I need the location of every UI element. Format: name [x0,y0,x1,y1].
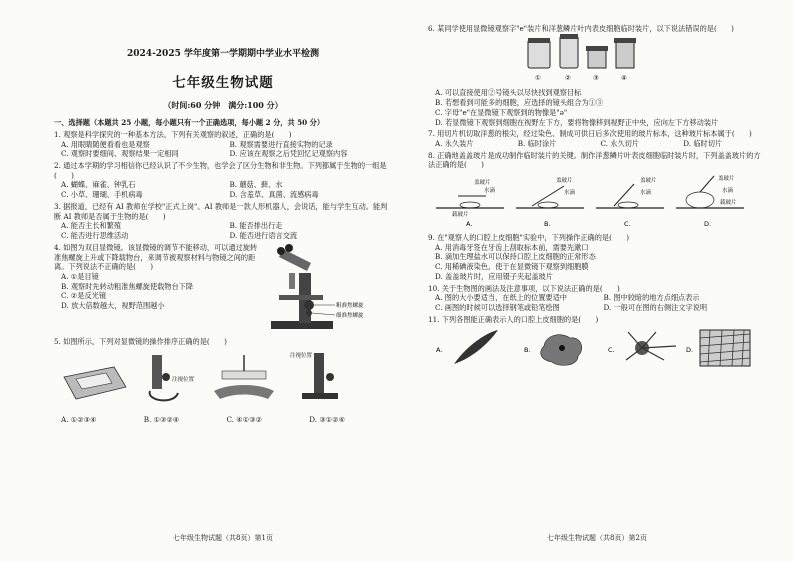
question-stem: 2. 通过本学期的学习相信你已经认识了不少生物，也学会了区分生物和非生物。下列都属于生物的一组是( ) [54,161,387,180]
svg-text:盖玻片: 盖玻片 [556,178,573,185]
spindle-cell-icon [454,330,498,364]
option-c: C. 能否进行思维活动 [61,231,129,241]
option-d: D. 若显微镜下观察到细胞在视野左下方，要将物像移到视野正中央，应向左下方移动装片 [435,117,719,127]
question-7 [428,129,766,148]
coverslip-option-c [596,176,664,228]
option-c: C. ④①③② [226,415,263,425]
option-c: C. 观察时要细间、观察结果一定相同 [61,149,179,159]
question-stem: 6. 某同学使用显微镜观察字"e"装片和洋葱鳞片叶内表皮细胞临时装片，以下说法错误的是( ) [428,24,734,33]
svg-text:水滴: 水滴 [640,190,652,197]
watch-position-label: 注视位置 [172,376,195,383]
option-d: D. 盖盖玻片时，应用镊子夹起盖玻片 [435,271,553,281]
page-1-footer: 七年级生物试题（共8页）第1页 [173,534,273,542]
svg-text:C.: C. [608,346,615,355]
question-9 [428,233,766,282]
question-3 [54,202,392,241]
question-8 [428,151,766,231]
option-a: A. 蝴蝶、麻雀、钟乳石 [61,180,136,190]
option-a: A. 用消毒牙签在牙齿上刮取标本前，需要先漱口 [435,242,589,252]
question-stem: 9. 在"观察人的口腔上皮细胞"实验中，下列操作正确的是( ) [428,232,630,242]
question-4 [54,243,392,335]
option-b: B. 若想看到可能多的细胞，应选择的镜头组合为①③ [435,98,603,108]
svg-text:D.: D. [686,346,694,355]
watch-position-label-2: 注视位置 [290,352,313,359]
svg-text:水滴: 水滴 [564,190,576,197]
option-c: C. 字母"e"在显微镜下观察到的物像是"ə" [435,107,568,117]
svg-text:水滴: 水滴 [722,188,734,195]
option-a: A. ①是目镜 [61,271,99,281]
option-b: B. 观察需要进行直接实物的记录 [229,139,333,149]
question-stem: 5. 如图所示，下列对显微镜的操作排序正确的是( ) [54,336,227,346]
option-c: C. 用稀碘液染色，使于在显微镜下观察到细胞膜 [435,262,589,272]
svg-text:D.: D. [704,220,712,229]
coarse-adjustment-label: 粗准焦螺旋 [336,302,364,309]
option-b: B. 滴加生理盐水可以保持口腔上皮细胞的正常形态 [435,252,596,262]
svg-text:A.: A. [436,346,443,355]
binocular-microscope-figure [259,243,387,335]
time-score: （时间:60 分钟 满分:100 分） [163,100,283,111]
svg-text:C.: C. [624,220,631,229]
option-a: A. 永久装片 [435,139,474,149]
cell-grid-icon [700,330,750,366]
question-stem: 11. 下列各图能正确表示人的口腔上皮细胞的是( ) [428,314,599,324]
svg-text:盖玻片: 盖玻片 [640,178,657,185]
option-b: B. 蘑菇、藓、水 [229,180,283,190]
question-2 [54,161,392,200]
option-d: D. 能否进行语言交流 [229,231,298,241]
option-b: B. 临时涂片 [517,139,557,149]
lens-3 [586,46,608,68]
question-stem: 10. 关于生物图的画法及注意事项，以下说法正确的是( ) [428,283,620,293]
question-stem: 8. 正确地盖盖玻片是成功制作临时装片的关键。制作洋葱鳞片叶表皮细胞临时装片时，下列盖盖玻片的方法正确的是( ) [428,150,761,170]
option-a: A. 能否主长和繁殖 [61,221,122,231]
svg-text:载玻片: 载玻片 [452,212,469,219]
option-d: D. ③①②④ [309,415,346,425]
operation-4 [290,351,338,399]
option-a: A. 可以直接使用②号镜头以尽快找到观察目标 [435,88,582,98]
option-a: A. 用眼睛随便看看也是观察 [61,139,150,149]
svg-text:B.: B. [524,346,531,355]
svg-text:盖玻片: 盖玻片 [474,180,491,187]
svg-text:B.: B. [544,220,551,229]
page-1 [54,36,392,425]
operation-3 [214,355,274,399]
section-title: 一、选择题（本题共 25 小题，每小题只有一个正确选项，每小题 2 分，共 50 分） [54,118,325,128]
option-d: D. 应该在观察之后凭回忆记观察内容 [229,149,348,159]
subject-title: 七年级生物试题 [172,75,274,92]
option-b: B. 观察时先转动粗准焦螺旋使载物台下降 [61,281,194,291]
exam-title: 2024-2025 学年度第一学期期中学业水平检测 [127,49,319,59]
question-stem: 3. 据报道，已经有 AI 教师在学校"正式上岗"。AI 教师是一款人形机器人，会说话，能与学生互动。能判断 AI 教师是否属于生物的是( ) [54,201,388,221]
option-a: A. ①②③④ [61,415,97,425]
svg-text:A.: A. [466,220,473,229]
svg-text:④: ④ [621,73,627,82]
question-stem: 4. 如图为双目显微镜。该显微镜的调节不能移动，可以通过旋转准焦螺旋上升或下降载物台，来调节被观察材料与物镜之间的距离。下列说法不正确的是( ) [54,242,258,272]
page-2-footer: 七年级生物试题（共8页）第2页 [547,534,647,542]
operation-1 [64,367,126,399]
coverslip-option-d [676,174,744,228]
page-2 [428,22,766,375]
lens-1 [528,38,550,68]
coverslip-figure [428,170,758,228]
neuron-cell-icon [626,332,676,360]
option-b: B. ①③②④ [143,415,180,425]
lens-2 [560,34,578,68]
svg-text:盖玻片: 盖玻片 [718,176,735,183]
coverslip-option-b [516,176,584,228]
svg-text:水滴: 水滴 [484,188,496,195]
fine-adjustment-label: 细准焦螺旋 [336,312,364,319]
question-10 [428,284,766,313]
operation-2 [150,355,195,400]
question-stem: 1. 观察是科学探究的一种基本方法。下列有关观察的叙述，正确的是( ) [54,129,292,139]
question-6 [428,24,766,127]
option-d: D. 临时切片 [683,139,723,149]
option-d: D. 放大倍数越大，视野范围越小 [61,301,165,311]
lens-figure [428,34,668,86]
option-c: C. 永久切片 [600,139,640,149]
option-d: D. 一般可在图的右侧注文字说明 [603,302,708,312]
option-c: C. 小草、珊瑚、手机病毒 [61,190,143,200]
coverslip-option-a [436,178,504,228]
question-11 [428,315,766,375]
svg-text:②: ② [565,73,571,82]
option-b: B. 图中较暗的地方点细点表示 [603,293,700,303]
cell-options-figure [428,324,758,372]
option-a: A. 图的大小要适当，在纸上的位置要适中 [435,293,567,303]
lens-4 [614,38,636,68]
microscope-operations-figure [54,347,374,413]
svg-text:载玻片: 载玻片 [720,200,737,207]
option-d: D. 含羞草、真菌、流感病毒 [229,190,319,200]
option-c: C. 画图的时候可以选择钢笔或铅笔绘图 [435,302,560,312]
svg-text:③: ③ [593,73,599,82]
question-stem: 7. 用切片机切取洋葱的根尖，经过染色、制成可供日后多次使用的玻片标本，这种玻片标本属于( ) [428,129,752,139]
option-c: C. ②是反光镜 [61,291,107,301]
question-5 [54,337,392,425]
option-b: B. 能否排出行走 [229,221,283,231]
svg-text:①: ① [535,73,541,82]
question-1 [54,130,392,159]
